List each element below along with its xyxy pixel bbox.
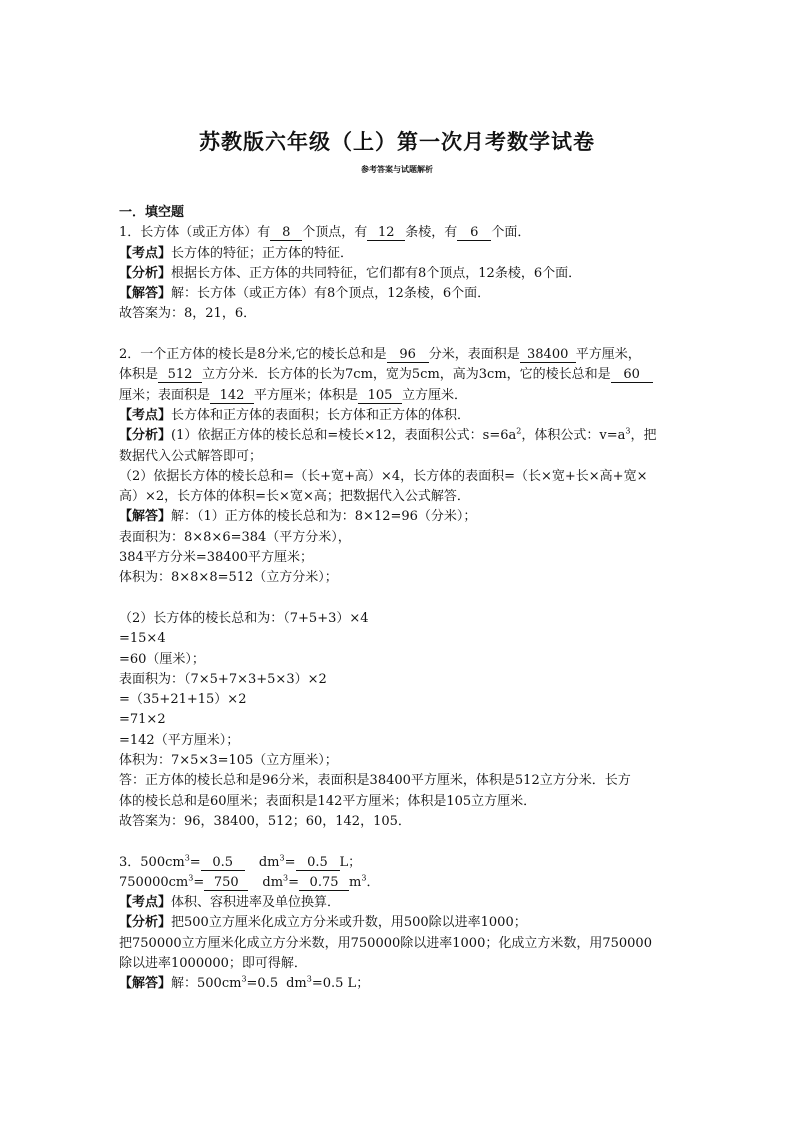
knowledge-point: 【考点】体积、容积进率及单位换算． [119, 895, 341, 911]
solution: 【解答】解：长方体（或正方体）有8个顶点，12条棱，6个面． [119, 286, 491, 302]
knowledge-point: 【考点】长方体和正方体的表面积；长方体和正方体的体积． [119, 407, 471, 423]
answer-blank: 142 [210, 388, 254, 404]
answer-blank: 512 [158, 367, 202, 383]
analysis: 【分析】把500立方厘米化成立方分米或升数，用500除以进率1000； [119, 915, 527, 931]
knowledge-point: 【考点】长方体的特征；正方体的特征． [119, 245, 354, 261]
answer-blank: 38400 [520, 347, 576, 363]
answer-blank: 96 [387, 347, 429, 363]
answer-blank: 0.5 [201, 855, 245, 871]
answer-blank: 0.5 [296, 855, 340, 871]
page-subtitle: 参考答案与试题解析 [361, 164, 433, 174]
analysis: 【分析】(1）依据正方体的棱长总和=棱长×12，表面积公式：$s=6a^2$，体积公式：$v=a^3$，把 [119, 426, 657, 444]
answer-line: 故答案为：96，38400，512；60，142，105． [119, 813, 411, 829]
question-1: 1．长方体（或正方体）有 8 个顶点，有 12 条棱，有 6 个面． [119, 225, 531, 241]
document-body: 一．填空题 1．长方体（或正方体）有 8 个顶点，有 12 条棱，有 6 个面． 【考点】长方体的特征；正方体的特征． 【分析】根据长方体、正方体的共同特征，它们都有8个顶点，12条棱，6个面． 【解答】解：长方体（或正方体）有8个顶点，12条棱，6个面． 故答案为：8，21，6． 2．一个正方体的棱长是8分米,它的棱长总和是 96 分米，表面积是 38400 平方厘米， 体积是 512 立方分米．长方体的长为7cm，宽为5cm，高为3cm，它的棱长总和是 60 厘米；表面积是 142 平方厘米；体积是 105 立方厘米． 【考点】长方体和正方体的表面积；长方体和正方体的体积． 【分析】(1）依据正方体的棱长总和=棱长×12，表面积公式：$s=6a^2$，体积公式：$v=a^3$，把 数据代入公式解答即可； （2）依据长方体的棱长总和=（长+宽+高）×4，长方体的表面积=（长×宽+长×高+宽× 高）×2，长方体的体积=长×宽×高；把数据代入公式解答． 【解答】解：（1）正方体的棱长总和为：8×12=96（分米）； 表面积为：8×8×6=384（平方分米）， 384平方分米=38400平方厘米； 体积为：8×8×8=512（立方分米）； （2）长方体的棱长总和为：（7+5+3）×4 =15×4 =60（厘米）； 表面积为：（7×5+7×3+5×3）×2 =（35+21+15）×2 =71×2 =142（平方厘米）； 体积为：7×5×3=105（立方厘米）； 答：正方体的棱长总和是96分米，表面积是38400平方厘米，体积是512立方分米．长方 体的棱长总和是60厘米；表面积是142平方厘米；体积是105立方厘米． 故答案为：96，38400，512；60，142，105． 3．$500cm^3= 0.5$ $dm^3= 0.5$ L； $750000cm^3= 750$ $dm^3= 0.75$ $m^3$． 【考点】体积、容积进率及单位换算． 【分析】把500立方厘米化成立方分米或升数，用500除以进率1000； 把750000立方厘米化成立方分米数，用750000除以进率1000；化成立方米数，用750000 除以进率1000000；即可得解． 【解答】解：$500cm^3=0.5$ $dm^3=0.5$ L； [119, 203, 679, 995]
answer-blank: 8 [270, 225, 302, 241]
answer-blank: 750 [204, 875, 248, 891]
answer-line: 故答案为：8，21，6． [119, 306, 257, 322]
question-2: 2．一个正方体的棱长是8分米,它的棱长总和是 96 分米，表面积是 38400 平方厘米， [119, 347, 641, 363]
solution: 【解答】解：（1）正方体的棱长总和为：8×12=96（分米）； [119, 509, 477, 525]
analysis: 【分析】根据长方体、正方体的共同特征，它们都有8个顶点，12条棱，6个面． [119, 265, 582, 281]
answer-blank: 60 [611, 367, 653, 383]
section-heading: 一．填空题 [119, 205, 185, 220]
answer-blank: 6 [457, 225, 491, 241]
answer-blank: 12 [367, 225, 405, 241]
solution: 【解答】解：$500cm^3=0.5$ $dm^3=0.5$ L； [119, 974, 370, 992]
answer-blank: 0.75 [299, 875, 349, 891]
answer-blank: 105 [358, 388, 402, 404]
page-title: 苏教版六年级（上）第一次月考数学试卷 [199, 129, 595, 154]
question-3: 3．$500cm^3= 0.5$ $dm^3= 0.5$ L； [119, 853, 362, 870]
